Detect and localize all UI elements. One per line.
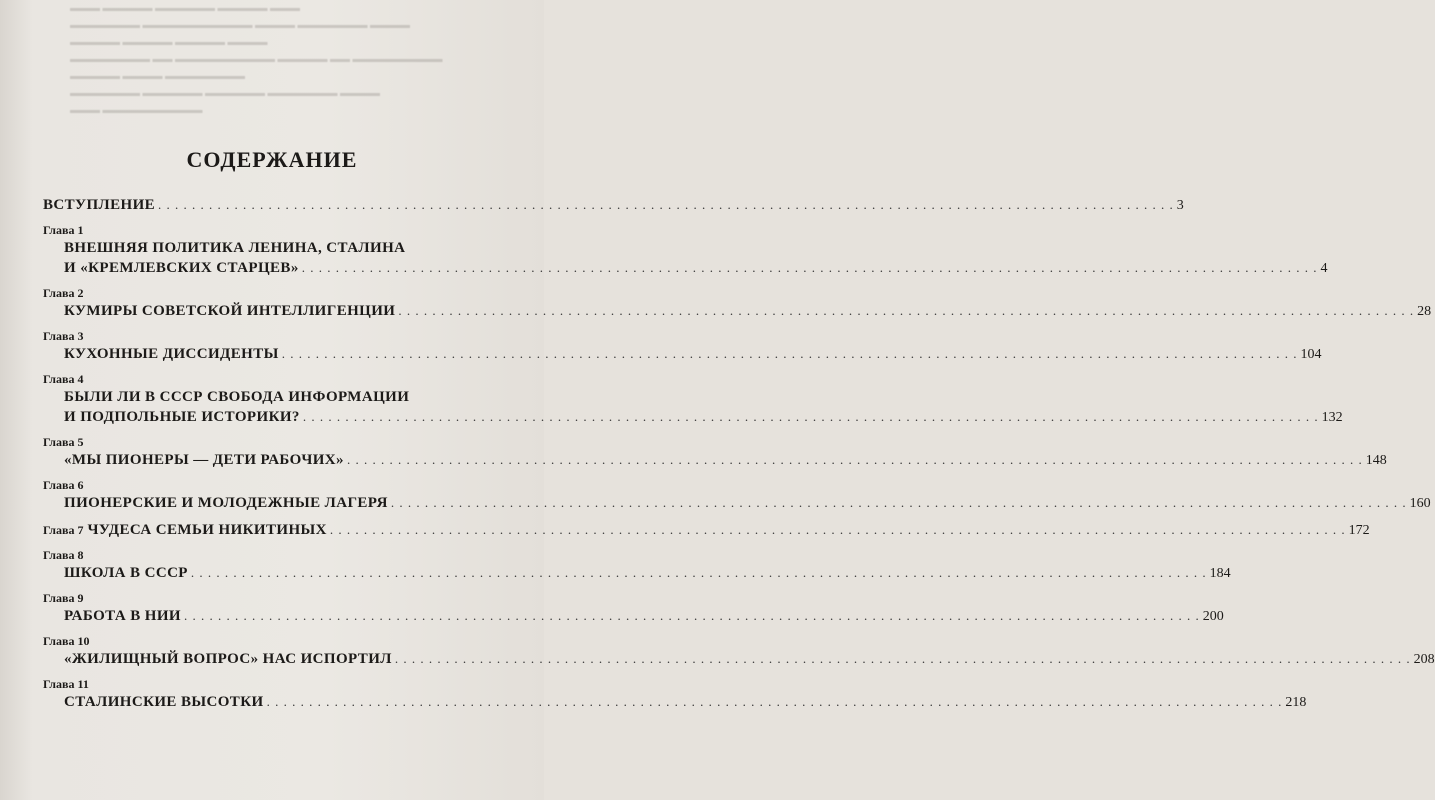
toc-row [43, 258, 1328, 278]
toc-entry[interactable] [43, 477, 1431, 513]
dot-leader: . . . . . . . . . . . . . . . . . . . . . . . . . . . . . . . . . . . . . . . . . . . . . . . . . . . . . . . . . . . . . . . . . . . . . . . . . . . . . . . . . . . . . . . . . . . . . . . . . . . . . . . . . . . . . . . . . . . . . . . . [329, 522, 1346, 537]
dot-leader: . . . . . . . . . . . . . . . . . . . . . . . . . . . . . . . . . . . . . . . . . . . . . . . . . . . . . . . . . . . . . . . . . . . . . . . . . . . . . . . . . . . . . . . . . . . . . . . . . . . . . . . . . . . . . . . . . . . . . . . . [158, 197, 1174, 212]
page-number: 172 [1348, 523, 1370, 538]
toc-row [43, 407, 1343, 427]
chapter-label: Глава 11 [43, 677, 89, 691]
toc-entry[interactable] [43, 328, 1322, 364]
chapter-title-line: ШКОЛА В СССР [64, 565, 188, 581]
chapter-label: Глава 2 [43, 286, 84, 300]
dot-leader: . . . . . . . . . . . . . . . . . . . . . . . . . . . . . . . . . . . . . . . . . . . . . . . . . . . . . . . . . . . . . . . . . . . . . . . . . . . . . . . . . . . . . . . . . . . . . . . . . . . . . . . . . . . . . . . . . . . . . . . . [346, 452, 1363, 467]
dot-leader: . . . . . . . . . . . . . . . . . . . . . . . . . . . . . . . . . . . . . . . . . . . . . . . . . . . . . . . . . . . . . . . . . . . . . . . . . . . . . . . . . . . . . . . . . . . . . . . . . . . . . . . . . . . . . . . . . . . . . . . . [394, 651, 1411, 666]
dot-leader: . . . . . . . . . . . . . . . . . . . . . . . . . . . . . . . . . . . . . . . . . . . . . . . . . . . . . . . . . . . . . . . . . . . . . . . . . . . . . . . . . . . . . . . . . . . . . . . . . . . . . . . . . . . . . . . . . . . . . . . . [190, 565, 1207, 580]
chapter-label: Глава 8 [43, 548, 84, 562]
dot-leader: . . . . . . . . . . . . . . . . . . . . . . . . . . . . . . . . . . . . . . . . . . . . . . . . . . . . . . . . . . . . . . . . . . . . . . . . . . . . . . . . . . . . . . . . . . . . . . . . . . . . . . . . . . . . . . . . . . . . . . . . [183, 608, 1200, 623]
chapter-title-line: КУХОННЫЕ ДИССИДЕНТЫ [64, 346, 279, 362]
chapter-label: Глава 6 [43, 478, 84, 492]
toc-entry[interactable] [43, 547, 1231, 583]
dot-leader: . . . . . . . . . . . . . . . . . . . . . . . . . . . . . . . . . . . . . . . . . . . . . . . . . . . . . . . . . . . . . . . . . . . . . . . . . . . . . . . . . . . . . . . . . . . . . . . . . . . . . . . . . . . . . . . . . . . . . . . . [398, 303, 1415, 318]
page-number: 160 [1409, 496, 1431, 511]
page-number: 184 [1209, 566, 1231, 581]
chapter-title-line: КУМИРЫ СОВЕТСКОЙ ИНТЕЛЛИГЕНЦИИ [64, 303, 396, 319]
toc-row [43, 606, 1224, 626]
page-number: 218 [1285, 695, 1307, 710]
page-number: 132 [1321, 410, 1343, 425]
toc-entry[interactable] [43, 676, 1307, 712]
chapter-label: Глава 4 [43, 372, 84, 386]
toc-entry[interactable] [43, 633, 1435, 669]
toc-row [43, 344, 1322, 364]
toc-entry[interactable] [43, 371, 1343, 427]
dot-leader: . . . . . . . . . . . . . . . . . . . . . . . . . . . . . . . . . . . . . . . . . . . . . . . . . . . . . . . . . . . . . . . . . . . . . . . . . . . . . . . . . . . . . . . . . . . . . . . . . . . . . . . . . . . . . . . . . . . . . . . . [301, 260, 1318, 275]
dot-leader: . . . . . . . . . . . . . . . . . . . . . . . . . . . . . . . . . . . . . . . . . . . . . . . . . . . . . . . . . . . . . . . . . . . . . . . . . . . . . . . . . . . . . . . . . . . . . . . . . . . . . . . . . . . . . . . . . . . . . . . . [281, 346, 1298, 361]
page-number: 3 [1176, 198, 1184, 213]
chapter-title-line: БЫЛИ ЛИ В СССР СВОБОДА ИНФОРМАЦИИ [64, 389, 410, 405]
chapter-title-line: ЧУДЕСА СЕМЬИ НИКИТИНЫХ [87, 522, 327, 538]
page-number: 148 [1365, 453, 1387, 468]
chapter-label: Глава 10 [43, 634, 90, 648]
chapter-label: Глава 5 [43, 435, 84, 449]
dot-leader: . . . . . . . . . . . . . . . . . . . . . . . . . . . . . . . . . . . . . . . . . . . . . . . . . . . . . . . . . . . . . . . . . . . . . . . . . . . . . . . . . . . . . . . . . . . . . . . . . . . . . . . . . . . . . . . . . . . . . . . . [266, 694, 1283, 709]
toc-entry[interactable] [43, 590, 1224, 626]
toc-entry[interactable] [43, 520, 1370, 540]
toc-row [43, 301, 1432, 321]
toc-row [43, 520, 1370, 540]
page-number: 4 [1320, 261, 1328, 276]
table-of-contents [43, 195, 1435, 719]
toc-row [43, 649, 1435, 669]
show-through-text-texture: ▬▬▬ ▬▬▬▬▬ ▬▬▬▬▬▬ ▬▬▬▬▬ ▬▬▬ ▬▬▬▬▬▬▬ ▬▬▬▬▬▬▬▬▬▬▬ ▬▬▬▬ ▬▬▬▬▬▬▬ ▬▬▬▬ ▬▬▬▬▬ ▬▬▬▬▬ ▬▬▬▬▬ ▬▬▬▬ ▬▬▬▬▬▬▬▬ ▬▬ ▬▬▬▬▬▬▬▬▬▬ ▬▬▬▬▬ ▬▬ ▬▬▬▬▬▬▬▬▬ ▬▬▬▬▬ ▬▬▬▬ ▬▬▬▬▬▬▬▬ ▬▬▬▬▬▬▬ ▬▬▬▬▬▬ ▬▬▬▬▬▬ ▬▬▬▬▬▬▬ ▬▬▬▬ ▬▬▬ ▬▬▬▬▬▬▬▬▬▬ [70, 3, 443, 116]
toc-entry[interactable] [43, 222, 1328, 278]
chapter-title-line: «ЖИЛИЩНЫЙ ВОПРОС» НАС ИСПОРТИЛ [64, 651, 392, 667]
chapter-label: Глава 9 [43, 591, 84, 605]
toc-row [43, 195, 1184, 215]
toc-row [43, 450, 1387, 470]
chapter-title-line: И ПОДПОЛЬНЫЕ ИСТОРИКИ? [64, 409, 300, 425]
chapter-title-line: И «КРЕМЛЕВСКИХ СТАРЦЕВ» [64, 260, 299, 276]
page-number: 104 [1300, 347, 1322, 362]
toc-row [43, 563, 1231, 583]
chapter-label: Глава 3 [43, 329, 84, 343]
chapter-title-line: ВНЕШНЯЯ ПОЛИТИКА ЛЕНИНА, СТАЛИНА [64, 240, 406, 256]
chapter-title-line: РАБОТА В НИИ [64, 608, 181, 624]
dot-leader: . . . . . . . . . . . . . . . . . . . . . . . . . . . . . . . . . . . . . . . . . . . . . . . . . . . . . . . . . . . . . . . . . . . . . . . . . . . . . . . . . . . . . . . . . . . . . . . . . . . . . . . . . . . . . . . . . . . . . . . . [390, 495, 1407, 510]
page-number: 208 [1413, 652, 1435, 667]
chapter-label: Глава 7 [43, 523, 84, 537]
toc-entry[interactable] [43, 285, 1432, 321]
chapter-label: Глава 1 [43, 223, 84, 237]
page-number: 200 [1202, 609, 1224, 624]
toc-row [43, 692, 1307, 712]
toc-heading: СОДЕРЖАНИЕ [186, 147, 358, 172]
dot-leader: . . . . . . . . . . . . . . . . . . . . . . . . . . . . . . . . . . . . . . . . . . . . . . . . . . . . . . . . . . . . . . . . . . . . . . . . . . . . . . . . . . . . . . . . . . . . . . . . . . . . . . . . . . . . . . . . . . . . . . . . [302, 409, 1319, 424]
chapter-title-line: «МЫ ПИОНЕРЫ — ДЕТИ РАБОЧИХ» [64, 452, 344, 468]
toc-row [43, 493, 1431, 513]
chapter-title-line: СТАЛИНСКИЕ ВЫСОТКИ [64, 694, 264, 710]
toc-entry[interactable] [43, 434, 1387, 470]
chapter-title-line: ПИОНЕРСКИЕ И МОЛОДЕЖНЫЕ ЛАГЕРЯ [64, 495, 388, 511]
toc-entry[interactable] [43, 195, 1184, 215]
page-number: 28 [1417, 304, 1432, 319]
chapter-title-line: ВСТУПЛЕНИЕ [43, 197, 156, 213]
